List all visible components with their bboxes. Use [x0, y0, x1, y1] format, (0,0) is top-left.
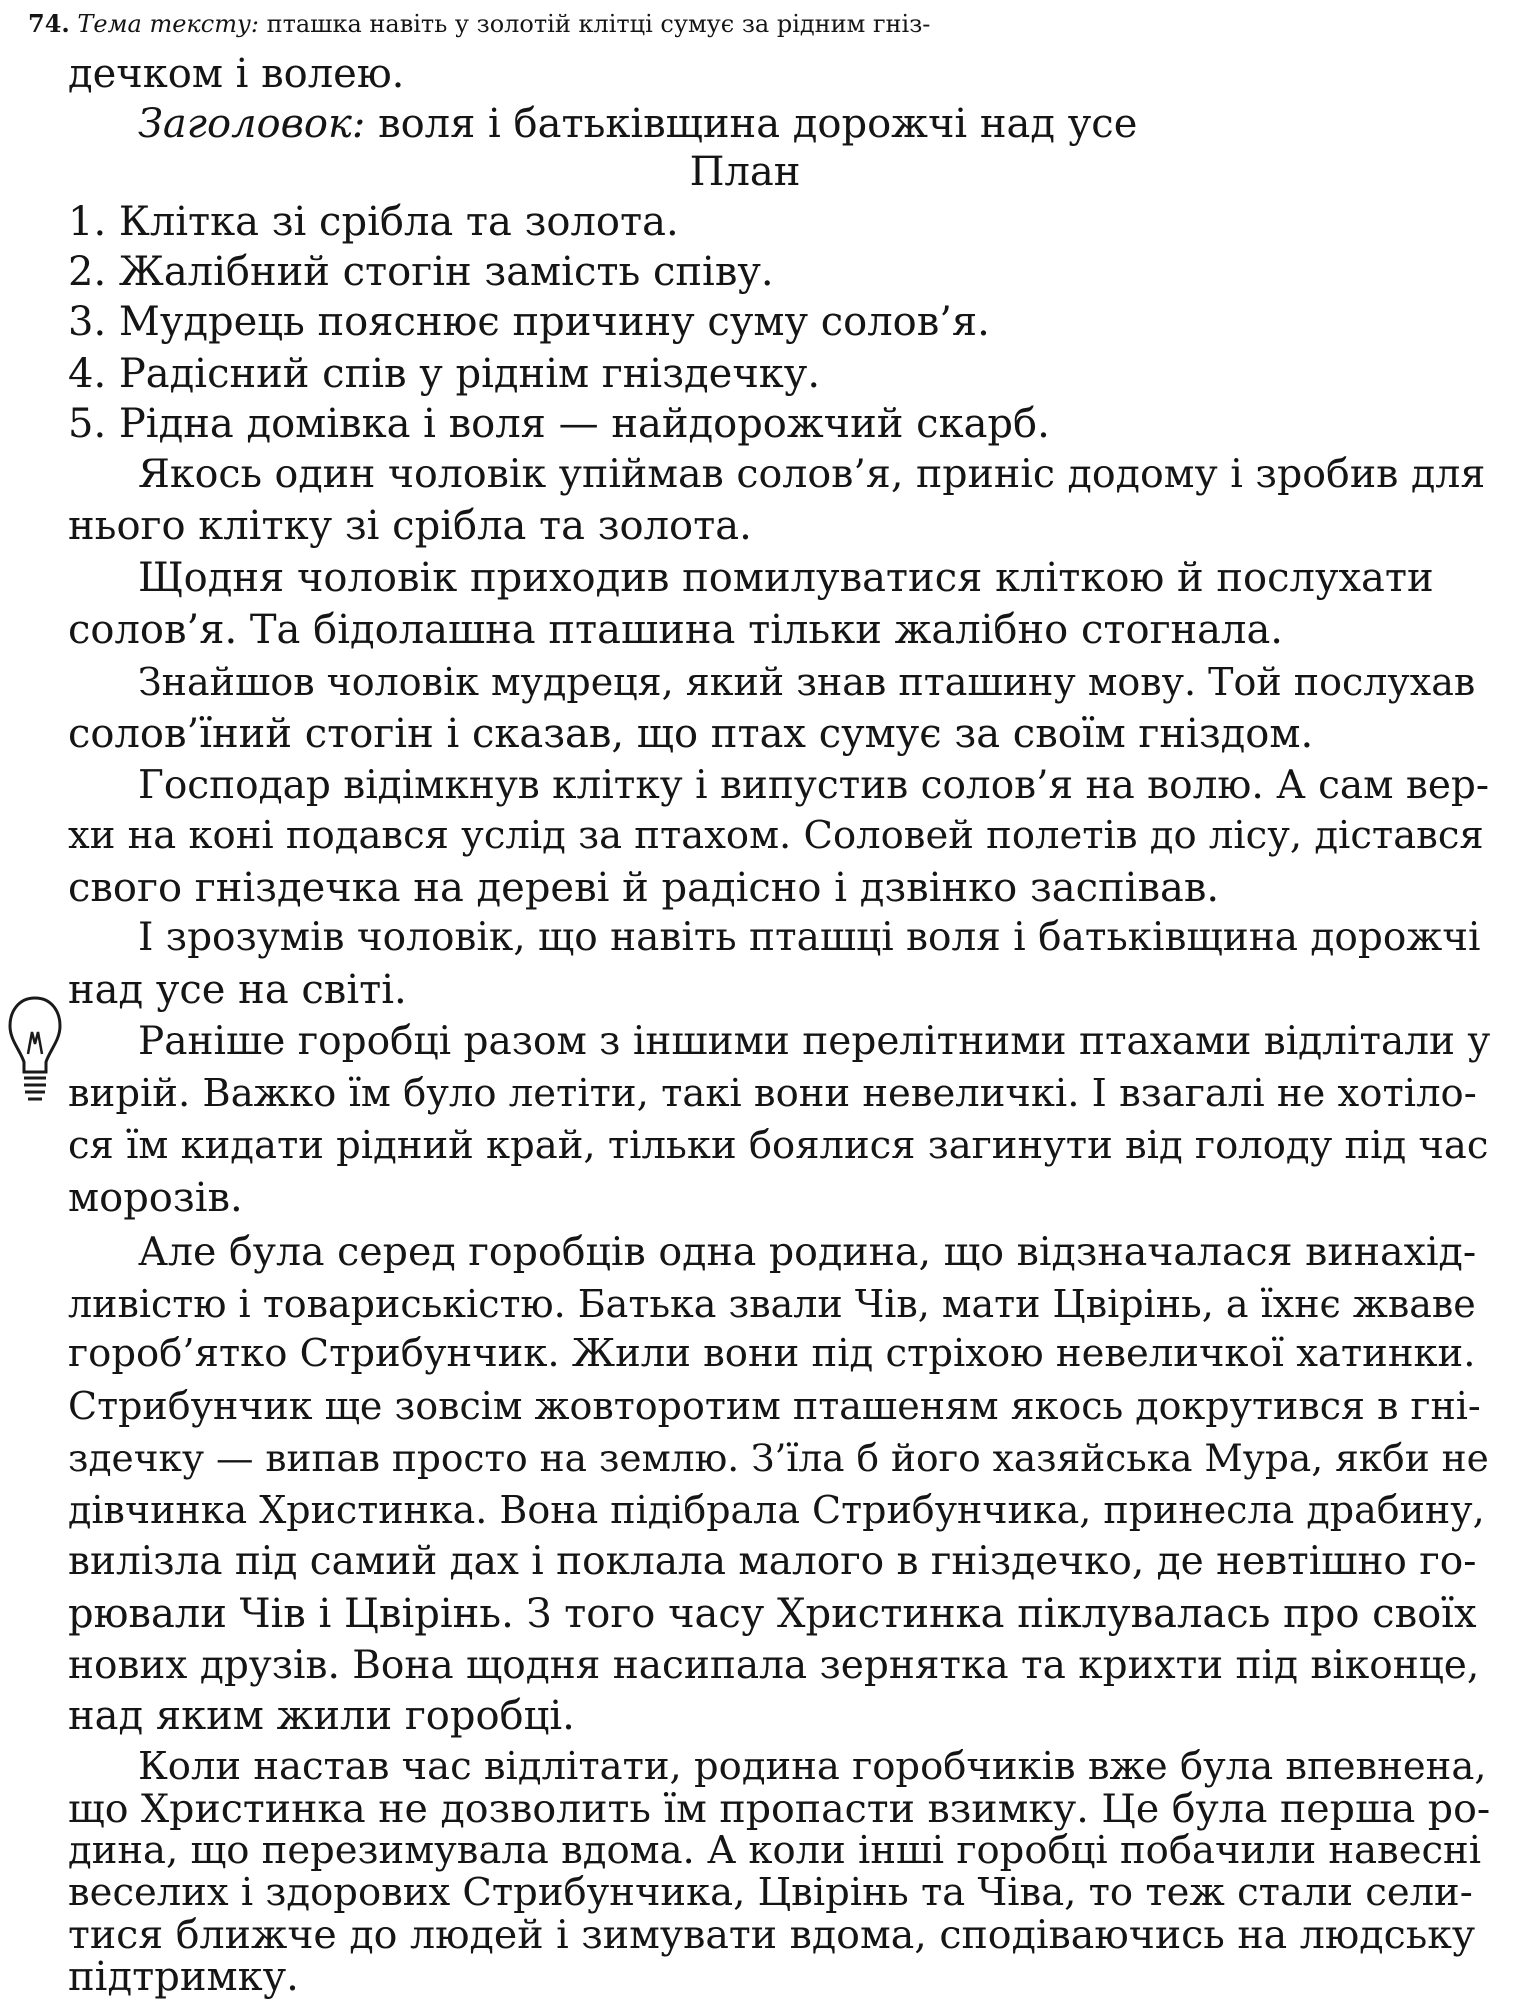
paragraph-line: що Христинка не дозволить їм пропасти взимку. Це була перша ро- — [68, 1786, 1491, 1832]
heading-text: воля і батьківщина дорожчі над усе — [378, 101, 1138, 147]
paragraph-line: Але була серед горобців одна родина, що відзначалася винахід- — [138, 1229, 1477, 1275]
paragraph-line: ся їм кидати рідний край, тільки боялися загинути від голоду під час — [68, 1123, 1489, 1168]
paragraph-line: гороб’ятко Стрибунчик. Жили вони під стріхою невеличкої хатинки. — [68, 1331, 1476, 1376]
paragraph-line: дина, що перезимувала вдома. А коли інші горобці побачили навесні — [68, 1828, 1482, 1873]
heading-label: Заголовок: — [138, 101, 366, 147]
paragraph-line: веселих і здорових Стрибунчика, Цвірінь та Чіва, то теж стали сели- — [68, 1870, 1473, 1915]
paragraph-line: Якось один чоловік упіймав солов’я, приніс додому і зробив для — [138, 451, 1486, 497]
plan-item: 3. Мудрець пояснює причину суму солов’я. — [68, 299, 990, 345]
plan-title: План — [689, 149, 801, 195]
plan-item: 4. Радісний спів у ріднім гніздечку. — [68, 351, 821, 397]
exercise-number: 74. — [28, 9, 70, 38]
paragraph-line: І зрозумів чоловік, що навіть пташці воля і батьківщина дорожчі — [138, 915, 1481, 960]
theme-line-2: дечком і волею. — [68, 51, 405, 97]
paragraph-line: дівчинка Христинка. Вона підібрала Стрибунчика, принесла драбину, — [68, 1488, 1485, 1532]
theme-line-1 — [28, 0, 1508, 48]
paragraph-line: свого гніздечка на дереві й радісно і дзвінко заспівав. — [68, 865, 1220, 911]
paragraph-line: Господар відімкнув клітку і випустив солов’я на волю. А сам вер- — [138, 763, 1490, 808]
paragraph-line: рювали Чів і Цвірінь. З того часу Христинка піклувалась про своїх — [68, 1591, 1477, 1637]
paragraph-line: здечку — випав просто на землю. З’їла б його хазяйська Мура, якби не — [68, 1436, 1489, 1480]
paragraph-line: над усе на світі. — [68, 967, 407, 1013]
theme-text: пташка навіть у золотій клітці сумує за рідним гніз- — [266, 10, 931, 38]
paragraph-line: Раніше горобці разом з іншими перелітними птахами відлітали у — [138, 1019, 1491, 1064]
paragraph-line: Знайшов чоловік мудреця, який знав пташину мову. Той послухав — [138, 660, 1476, 704]
plan-item: 2. Жалібний стогін замість співу. — [68, 249, 774, 295]
paragraph-line: нього клітку зі срібла та золота. — [68, 503, 752, 549]
plan-item: 5. Рідна домівка і воля — найдорожчий скарб. — [68, 401, 1050, 447]
paragraph-line: ливістю і товариськістю. Батька звали Чів, мати Цвірінь, а їхнє жваве — [68, 1282, 1476, 1326]
paragraph-line: над яким жили горобці. — [68, 1693, 575, 1739]
paragraph-line: морозів. — [68, 1175, 243, 1221]
paragraph-line: підтримку. — [68, 1954, 299, 2000]
paragraph-line: Коли настав час відлітати, родина горобчиків вже була впевнена, — [138, 1744, 1487, 1789]
paragraph-line: нових друзів. Вона щодня насипала зернятка та крихти під віконце, — [68, 1643, 1480, 1688]
theme-label: Тема тексту: — [77, 10, 259, 38]
paragraph-line: вирій. Важко їм було летіти, такі вони невеличкі. І взагалі не хотіло- — [68, 1071, 1477, 1116]
paragraph-line: вилізла під самий дах і поклала малого в гніздечко, де невтішно го- — [68, 1539, 1477, 1584]
paragraph-line: Стрибунчик ще зовсім жовторотим пташеням якось докрутився в гні- — [68, 1384, 1481, 1428]
heading-line — [138, 100, 1137, 148]
paragraph-line: солов’їний стогін і сказав, що птах сумує за своїм гніздом. — [68, 711, 1314, 757]
paragraph-line: Щодня чоловік приходив помилуватися кліткою й послухати — [138, 555, 1434, 601]
paragraph-line: тися ближче до людей і зимувати вдома, сподіваючись на людську — [68, 1912, 1476, 1958]
lightbulb-icon — [6, 992, 64, 1108]
paragraph-line: хи на коні подався услід за птахом. Соловей полетів до лісу, дістався — [68, 813, 1484, 858]
plan-item: 1. Клітка зі срібла та золота. — [68, 199, 679, 245]
paragraph-line: солов’я. Та бідолашна пташина тільки жалібно стогнала. — [68, 607, 1283, 653]
